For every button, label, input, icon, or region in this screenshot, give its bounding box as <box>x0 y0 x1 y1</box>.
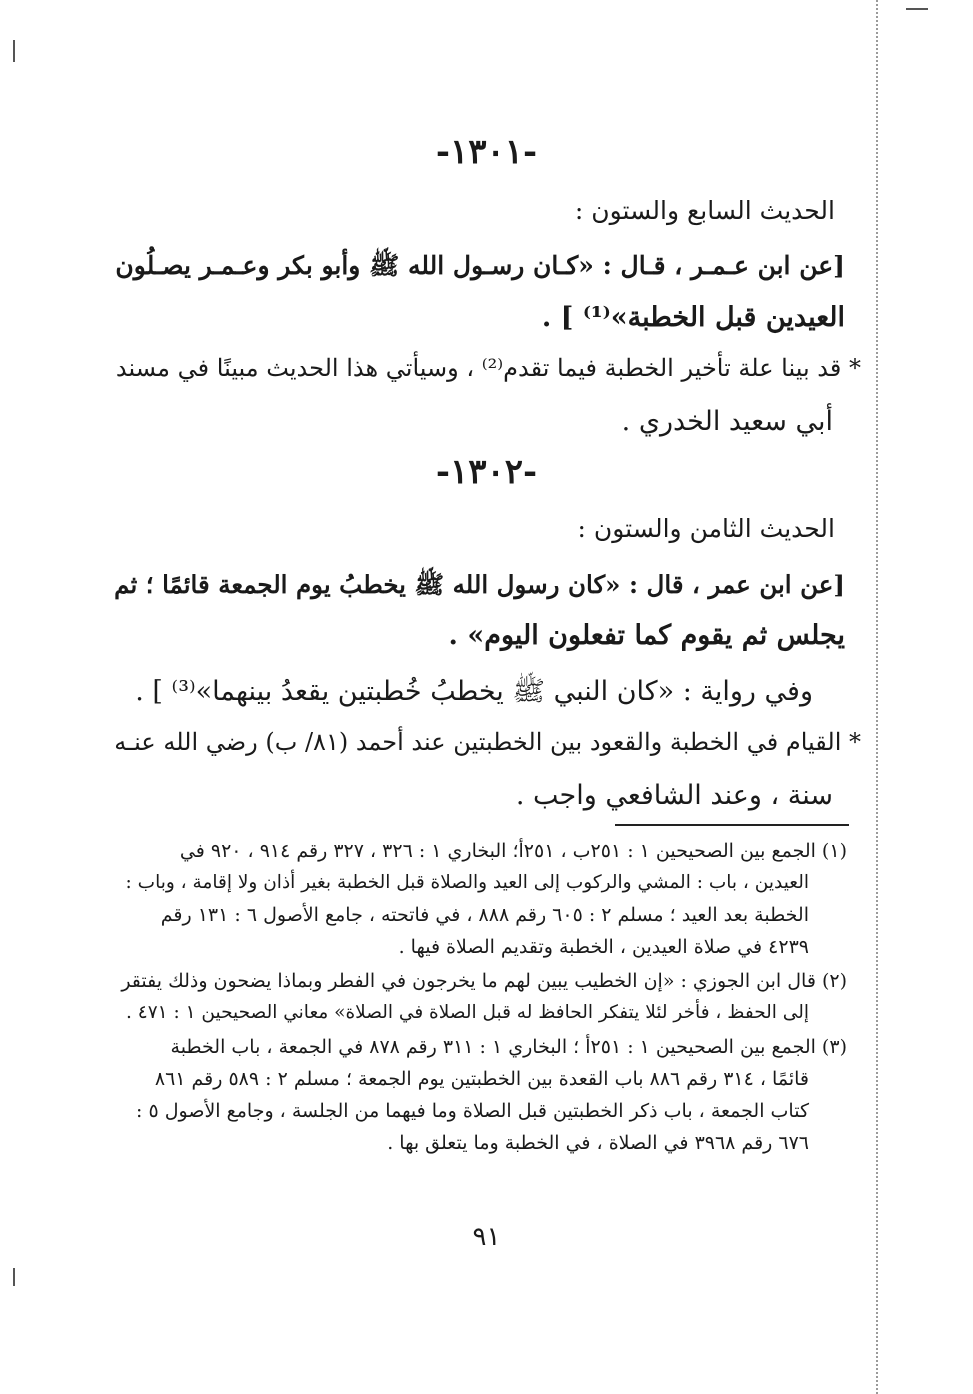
footnote-separator <box>615 824 849 826</box>
hadith-title-1302: الحديث الثامن والستون : <box>577 514 835 543</box>
hadith-number-1302: -١٣٠٢- <box>435 452 538 492</box>
hadith-text-1302-line3: وفي رواية : «كان النبي ﷺ يخطبُ خُطبتين يقعدُ بينهما»⁽³⁾ ] . <box>135 676 813 707</box>
hadith-note-1301-line1: * قد بينا علة تأخير الخطبة فيما تقدم⁽²⁾ ، وسيأتي هذا الحديث مبينًا في مسند <box>115 354 861 382</box>
scan-mark-top-right <box>906 8 928 10</box>
hadith-title-1301: الحديث السابع والستون : <box>574 196 835 225</box>
footnote-3-line2: قائمًا ، ٣١٤ رقم ٨٨٦ باب القعدة بين الخطبتين يوم الجمعة ؛ مسلم ٢ : ٥٨٩ رقم ٨٦١ <box>154 1068 809 1090</box>
binding-edge-line <box>876 0 878 1394</box>
hadith-text-1301-line2: العيدين قبل الخطبة»⁽¹⁾ ] . <box>541 302 845 333</box>
hadith-note-1301-line2: أبي سعيد الخدري . <box>621 406 833 437</box>
scan-mark-bottom-left <box>13 1268 15 1286</box>
footnote-1-line4: ٤٢٣٩ في صلاة العيدين ، الخطبة وتقديم الصلاة فيها . <box>398 936 809 958</box>
footnote-2-line1: (٢) قال ابن الجوزي : «إن الخطيب يبين لهم ما يخرجون في الفطر وبماذا يضحون وذلك يفتقر <box>121 970 847 992</box>
footnote-3-line3: كتاب الجمعة ، باب ذكر الخطبتين قبل الصلاة وما فيهما من الجلسة ، وجامع الأصول ٥ : <box>136 1100 809 1122</box>
footnote-1-line1: (١) الجمع بين الصحيحين ١ : ٢٥١ب ، ٢٥١أ؛ البخاري ١ : ٣٢٦ ، ٣٢٧ رقم ٩١٤ ، ٩٢٠ في <box>179 840 847 862</box>
footnote-3-line4: ٦٧٦ رقم ٣٩٦٨ في الصلاة ، في الخطبة وما يتعلق بها . <box>387 1132 809 1154</box>
footnote-3-line1: (٣) الجمع بين الصحيحين ١ : ٢٥١أ ؛ البخاري ١ : ٣١١ رقم ٨٧٨ في الجمعة ، باب الخطبة <box>170 1036 847 1058</box>
footnote-1-line3: الخطبة بعد العيد ؛ مسلم ٢ : ٦٠٥ رقم ٨٨٨ ، في فاتحته ، جامع الأصول ٦ : ١٣١ رقم <box>160 904 809 926</box>
hadith-text-1301-line1: [عن ابن عـمـر ، قـال : «كـان رسـول الله ﷺ وأبو بكر وعـمـر يصـلُون <box>115 251 845 280</box>
scan-mark-top-left <box>13 40 15 62</box>
hadith-note-1302-line2: سنة ، وعند الشافعي واجب . <box>515 780 833 811</box>
footnote-1-line2: العيدين ، باب : المشي والركوب إلى العيد والصلاة قبل الخطبة بغير أذان ولا إقامة ، وباب : <box>125 872 809 893</box>
hadith-number-1301: -١٣٠١- <box>435 132 538 172</box>
hadith-text-1302-line1: [عن ابن عمر ، قال : «كان رسول الله ﷺ يخطبُ يوم الجمعة قائمًا ؛ ثم <box>114 570 845 599</box>
hadith-note-1302-line1: * القيام في الخطبة والقعود بين الخطبتين عند أحمد (٨١/ ب) رضي الله عنـه <box>114 728 861 756</box>
hadith-text-1302-line2: يجلس ثم يقوم كما تفعلون اليوم» . <box>448 620 845 651</box>
page-number: ٩١ <box>472 1222 501 1252</box>
footnote-2-line2: إلى الحفظ ، فأخر لئلا يتفكر الحافظ له قبل الصلاة في الصلاة» معاني الصحيحين ١ : ٤٧١ . <box>126 1002 809 1023</box>
